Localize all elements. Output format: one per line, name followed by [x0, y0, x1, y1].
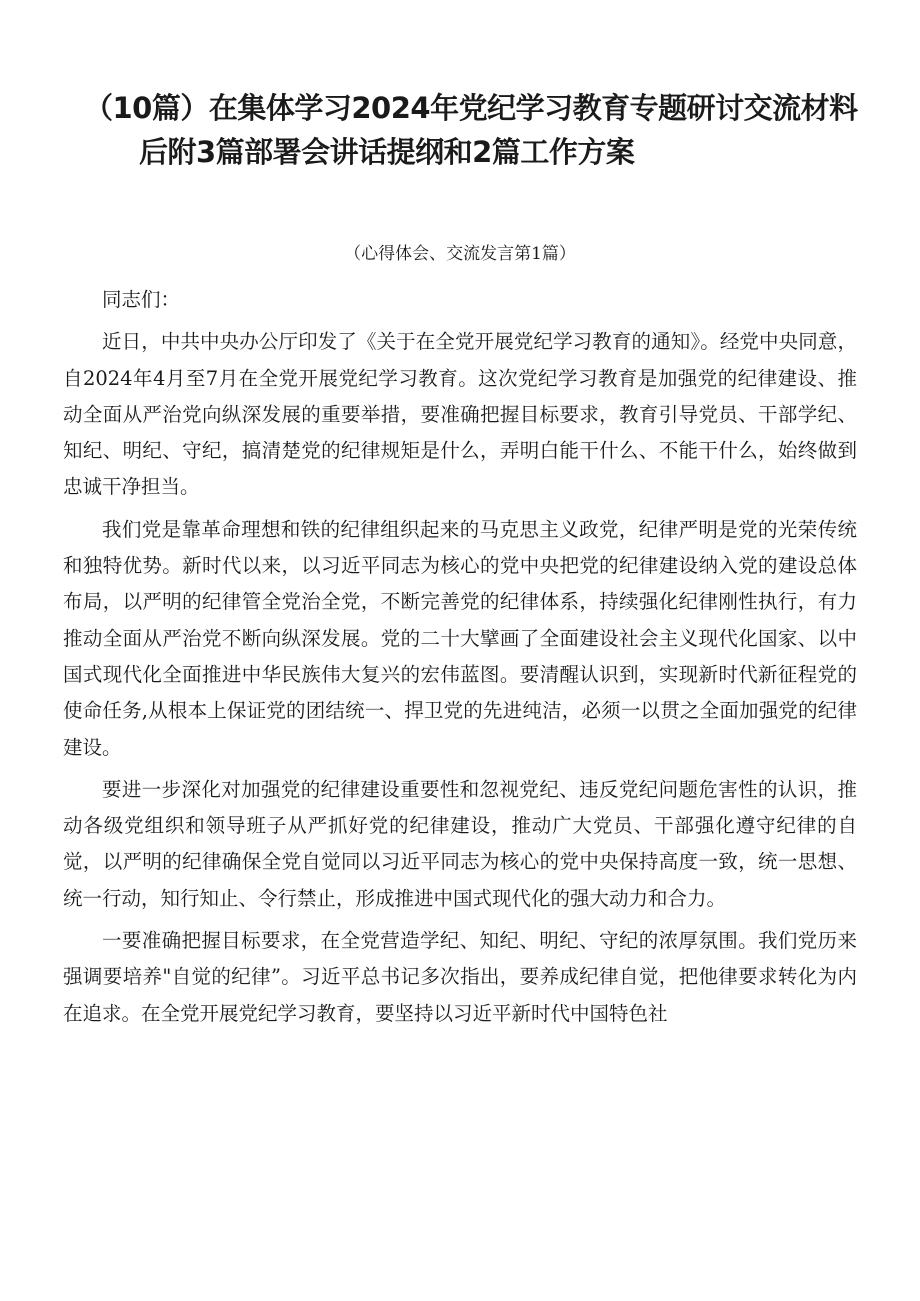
document-title-line-2: 后附3篇部署会讲话提纲和2篇工作方案 [139, 135, 635, 169]
document-title [84, 86, 884, 174]
document-subtitle: （心得体会、交流发言第1篇） [344, 244, 576, 264]
body-paragraph-3: 要进一步深化对加强党的纪律建设重要性和忽视党纪、违反党纪问题危害性的认识，推动各级党组织和领导班子从严抓好党的纪律建设，推动广大党员、干部强化遵守纪律的自觉，以严明的纪律确保全党自觉同以习近平同志为核心的党中央保持高度一致，统一思想、统一行动，知行知止、令行禁止，形成推进中国式现代化的强大动力和合力。 [63, 777, 857, 910]
body-paragraph-2: 我们党是靠革命理想和铁的纪律组织起来的马克思主义政党，纪律严明是党的光荣传统和独特优势。新时代以来，以习近平同志为核心的党中央把党的纪律建设纳入党的建设总体布局，以严明的纪律管全党治全党，不断完善党的纪律体系，持续强化纪律刚性执行，有力推动全面从严治党不断向纵深发展。党的二十大擘画了全面建设社会主义现代化国家、以中国式现代化全面推进中华民族伟大复兴的宏伟蓝图。要清醒认识到，实现新时代新征程党的使命任务,从根本上保证党的团结统一、捍卫党的先进纯洁，必须一以贯之全面加强党的纪律建设。 [63, 517, 857, 759]
salutation: 同志们： [102, 288, 181, 311]
body-paragraph-1: 近日，中共中央办公厅印发了《关于在全党开展党纪学习教育的通知》。经党中央同意，自2024年4月至7月在全党开展党纪学习教育。这次党纪学习教育是加强党的纪律建设、推动全面从严治党向纵深发展的重要举措，要准确把握目标要求，教育引导党员、干部学纪、知纪、明纪、守纪，搞清楚党的纪律规矩是什么，弄明白能干什么、不能干什么，始终做到忠诚干净担当。 [63, 330, 857, 499]
body-paragraph-4: 一要准确把握目标要求，在全党营造学纪、知纪、明纪、守纪的浓厚氛围。我们党历来强调要培养"自觉的纪律”。习近平总书记多次指出，要养成纪律自觉，把他律要求转化为内在追求。在全党开展党纪学习教育，要坚持以习近平新时代中国特色社 [63, 929, 857, 1025]
document-title-line-1: （10篇）在集体学习2024年党纪学习教育专题研讨交流材料 [84, 91, 858, 125]
document-body [63, 282, 857, 1032]
